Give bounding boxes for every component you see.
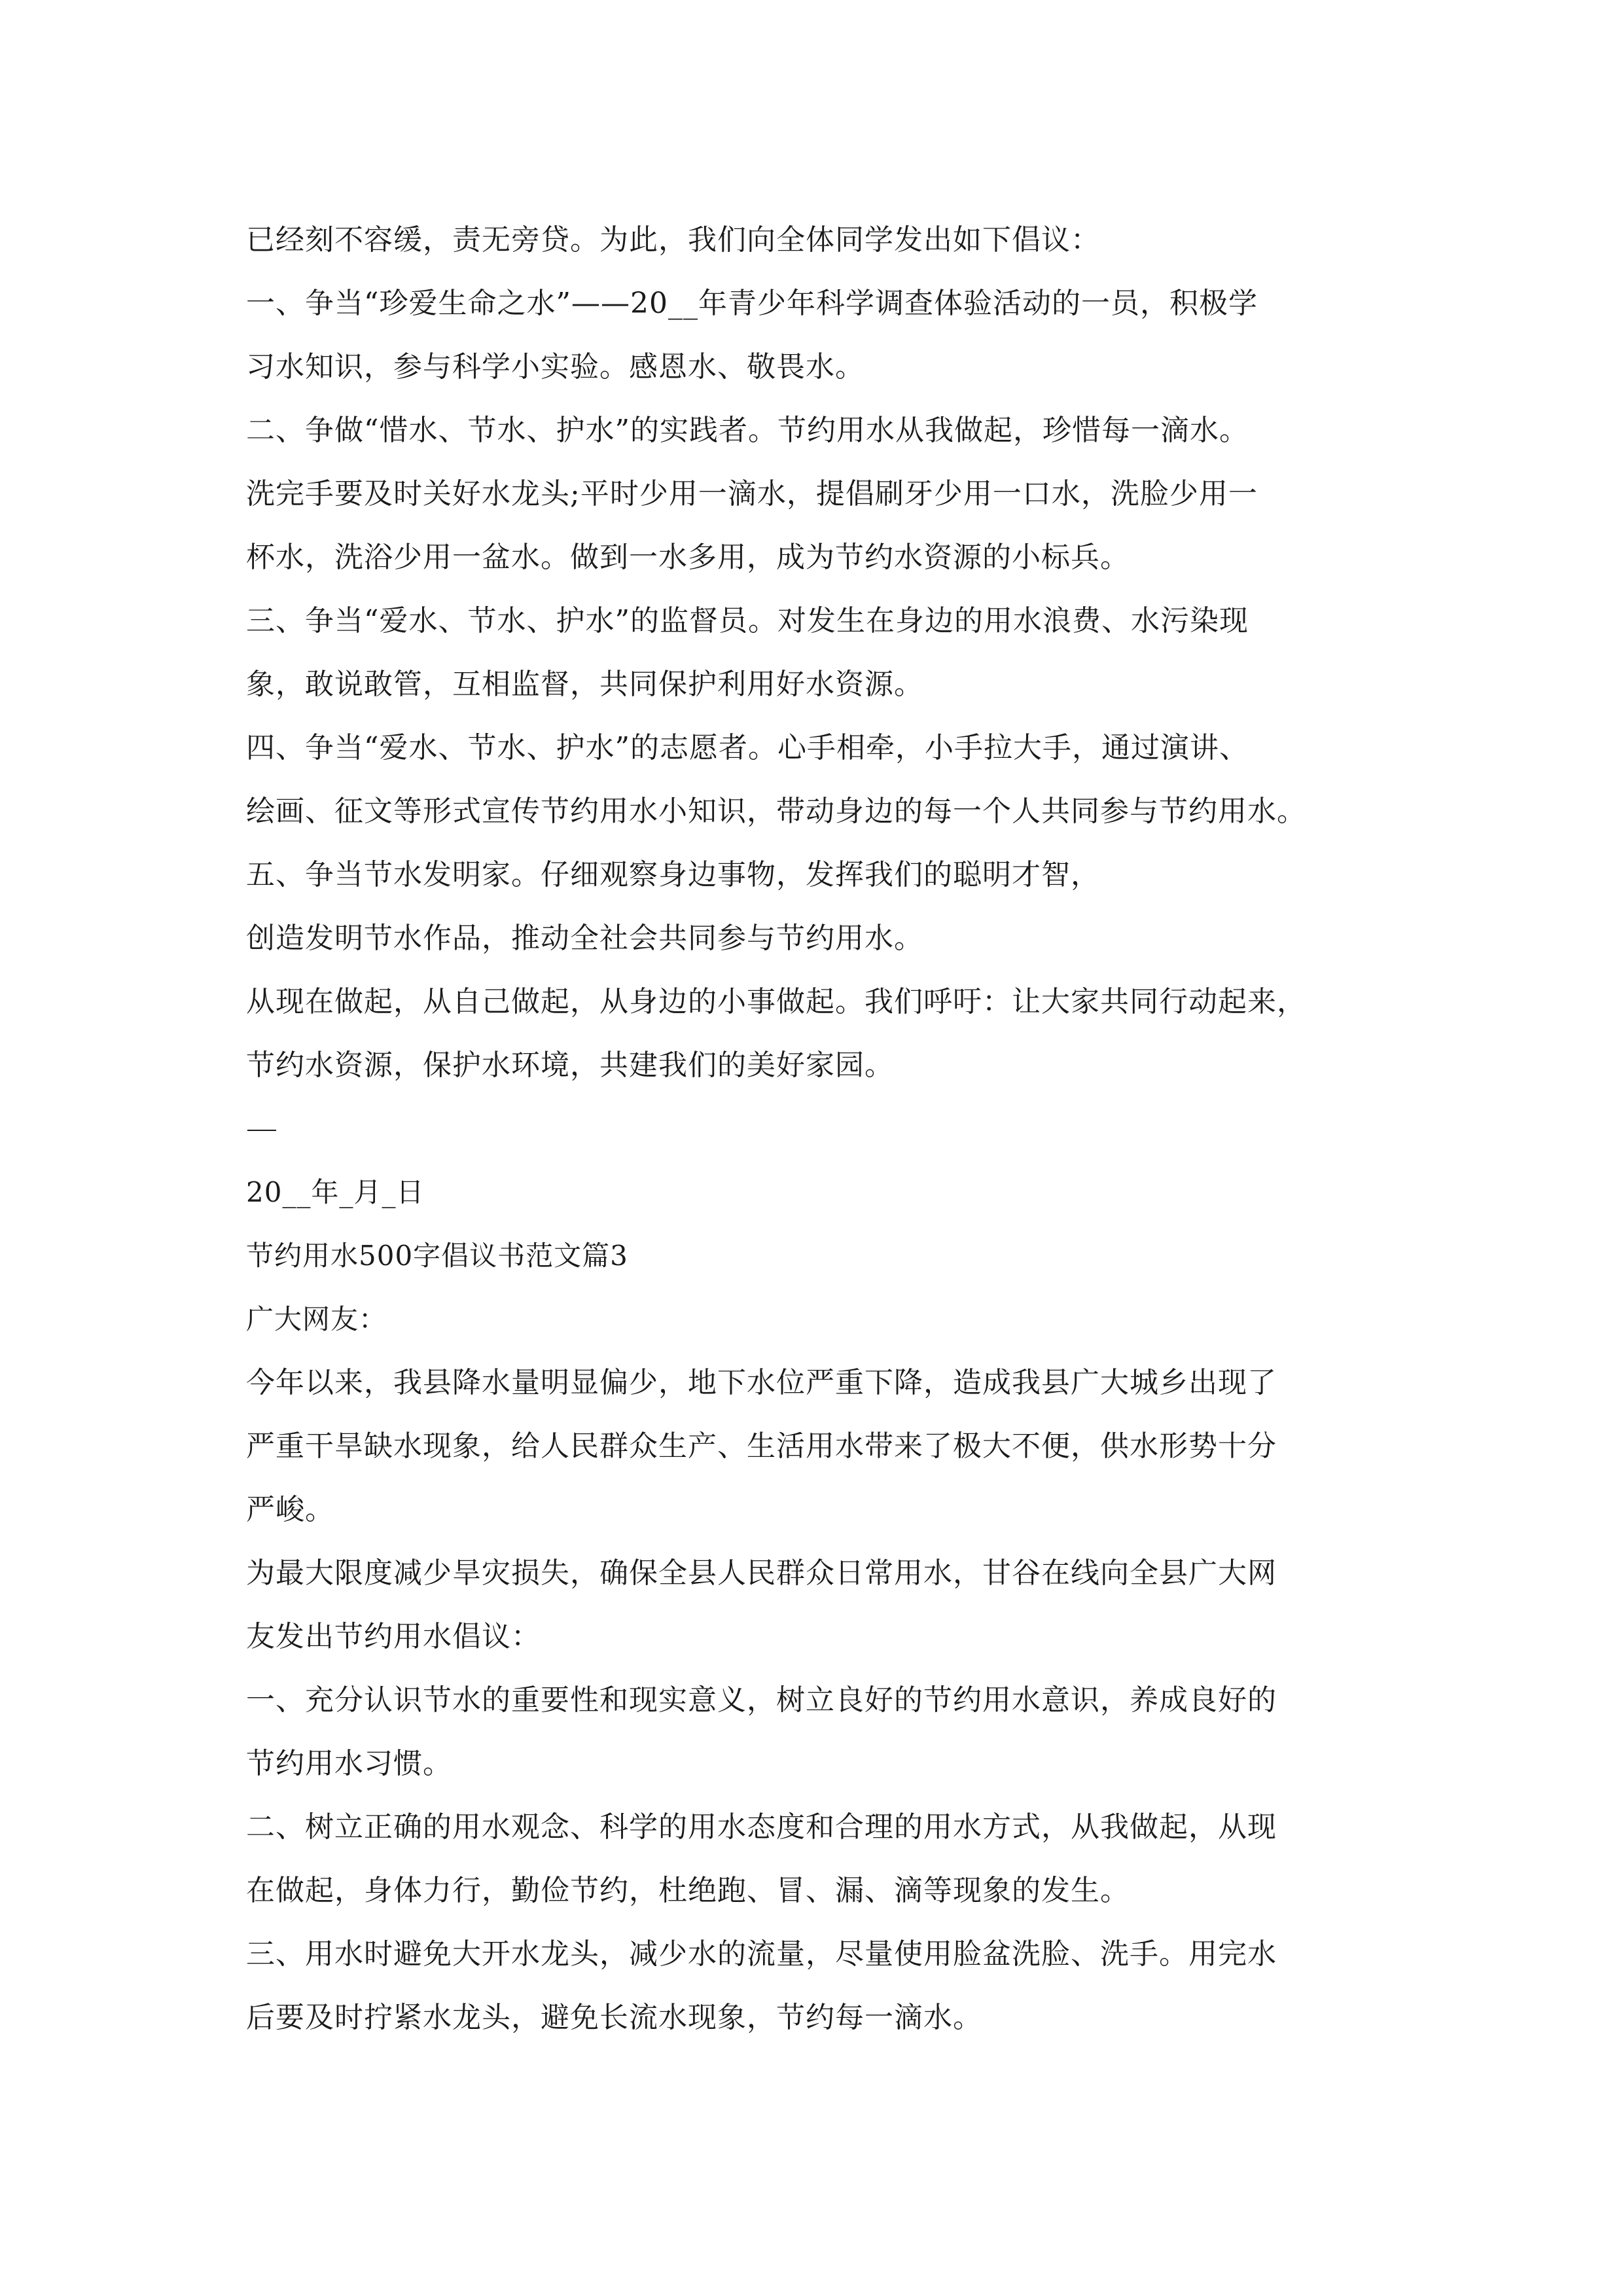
text-line: 已经刻不容缓，责无旁贷。为此，我们向全体同学发出如下倡议： (246, 223, 1100, 257)
text-line: 从现在做起，从自己做起，从身边的小事做起。我们呼吁：让大家共同行动起来， (246, 985, 1306, 1018)
text-line: 习水知识，参与科学小实验。感恩水、敬畏水。 (246, 350, 865, 384)
text-line: 绘画、征文等形式宣传节约用水小知识，带动身边的每一个人共同参与节约用水。 (246, 795, 1306, 828)
text-line: 杯水，洗浴少用一盆水。做到一水多用，成为节约水资源的小标兵。 (246, 541, 1130, 574)
text-line: 后要及时拧紧水龙头，避免长流水现象，节约每一滴水。 (246, 2001, 982, 2034)
text-line: 洗完手要及时关好水龙头;平时少用一滴水，提倡刷牙少用一口水，洗脸少用一 (246, 477, 1258, 511)
section-title: 节约用水500字倡议书范文篇3 (246, 1240, 628, 1272)
text-line: 三、争当“爱水、节水、护水”的监督员。对发生在身边的用水浪费、水污染现 (246, 604, 1249, 637)
short-rule (246, 1097, 1398, 1160)
text-line: 创造发明节水作品，推动全社会共同参与节约用水。 (246, 922, 923, 955)
text-line: 二、争做“惜水、节水、护水”的实践者。节约用水从我做起，珍惜每一滴水。 (246, 414, 1249, 447)
salutation: 广大网友： (246, 1303, 387, 1335)
text-line: 象，敢说敢管，互相监督，共同保护利用好水资源。 (246, 668, 923, 701)
text-line: 五、争当节水发明家。仔细观察身边事物，发挥我们的聪明才智， (246, 858, 1100, 891)
text-line: 节约用水习惯。 (246, 1747, 452, 1780)
text-line: 严重干旱缺水现象，给人民群众生产、生活用水带来了极大不便，供水形势十分 (246, 1429, 1277, 1463)
text-line: 三、用水时避免大开水龙头，减少水的流量，尽量使用脸盆洗脸、洗手。用完水 (246, 1937, 1277, 1971)
text-line: 为最大限度减少旱灾损失，确保全县人民群众日常用水，甘谷在线向全县广大网 (246, 1556, 1277, 1590)
text-line: 节约水资源，保护水环境，共建我们的美好家园。 (246, 1049, 894, 1082)
text-line: 四、争当“爱水、节水、护水”的志愿者。心手相牵，小手拉大手，通过演讲、 (246, 731, 1249, 764)
date-line: 20__年_月_日 (246, 1176, 425, 1208)
rule-mark (247, 1130, 276, 1131)
text-line: 一、争当“珍爱生命之水”——20__年青少年科学调查体验活动的一员，积极学 (246, 287, 1258, 320)
text-line: 二、树立正确的用水观念、科学的用水态度和合理的用水方式，从我做起，从现 (246, 1810, 1277, 1844)
text-line: 一、充分认识节水的重要性和现实意义，树立良好的节约用水意识，养成良好的 (246, 1683, 1277, 1717)
text-line: 友发出节约用水倡议： (246, 1620, 541, 1653)
text-line: 今年以来，我县降水量明显偏少，地下水位严重下降，造成我县广大城乡出现了 (246, 1366, 1277, 1399)
document-body (246, 208, 1398, 2049)
text-line: 严峻。 (246, 1493, 334, 1526)
text-line: 在做起，身体力行，勤俭节约，杜绝跑、冒、漏、滴等现象的发生。 (246, 1874, 1130, 1907)
